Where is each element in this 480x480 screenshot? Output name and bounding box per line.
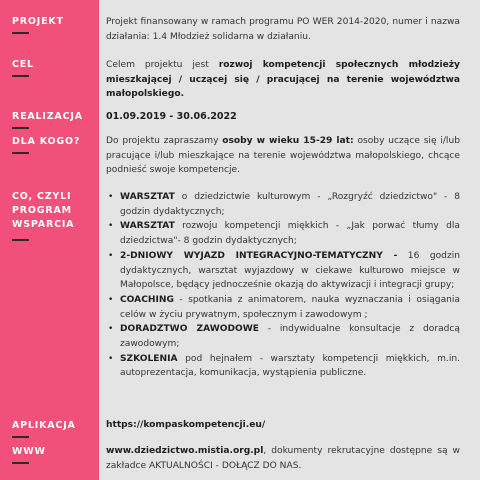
www-link[interactable]: www.dziedzictwo.mistia.org.pl bbox=[106, 446, 264, 456]
program-item-title: WARSZTAT bbox=[120, 221, 175, 232]
program-item-title: WARSZTAT bbox=[120, 192, 175, 202]
www-text bbox=[106, 444, 460, 473]
program-item-text: rozwoju kompetencji miękkich - „Jak porwać tłumy dla dziedzictwa"- 8 godzin dydaktycznych; bbox=[120, 221, 460, 247]
projekt-text: Projekt finansowany w ramach programu PO WER 2014-2020, numer i nazwa działania: 1.4 Młodzież solidarna w działaniu. bbox=[106, 17, 460, 42]
program-item bbox=[106, 219, 460, 248]
program-item bbox=[106, 293, 460, 322]
program-item-text: - spotkania z animatorem, nauka wyznaczania i osiągania celów w życiu prywatnym, społecznym i zawodowym ; bbox=[120, 294, 460, 320]
program-item-title: SZKOLENIA bbox=[120, 353, 178, 364]
program-item-title: DORADZTWO ZAWODOWE bbox=[120, 324, 260, 335]
program-item-title: 2-DNIOWY WYJAZD INTEGRACYJNO-TEMATYCZNY - bbox=[120, 250, 398, 261]
program-item bbox=[106, 249, 460, 293]
program-item bbox=[106, 352, 460, 381]
label-www: WWW bbox=[12, 446, 46, 457]
divider-bar bbox=[12, 75, 29, 77]
program-item-title: COACHING bbox=[120, 294, 174, 305]
program-item-text: - indywidualne konsultacje z doradcą zawodowym; bbox=[120, 324, 460, 350]
label-cel: CEL bbox=[12, 59, 34, 70]
cel-prefix: Celem projektu jest bbox=[106, 60, 219, 70]
label-line: PROGRAM bbox=[12, 205, 72, 216]
dla-kogo-text bbox=[106, 134, 460, 178]
label-program-wsparcia bbox=[12, 190, 96, 232]
divider-bar bbox=[12, 462, 29, 464]
program-item-text: 16 godzin dydaktycznych, warsztat wyjazdowy w ciekawe kulturowo miejsce w Małopolsce, będący jednocześnie okazją do aktywizacji i integracji grupy; bbox=[120, 250, 461, 291]
divider-bar bbox=[12, 127, 29, 129]
label-line: CO, CZYLI bbox=[12, 191, 72, 202]
program-list bbox=[106, 190, 460, 381]
program-list-wrapper bbox=[106, 190, 460, 381]
cel-text bbox=[106, 58, 460, 102]
divider-bar bbox=[12, 436, 29, 438]
label-line: WSPARCIA bbox=[12, 219, 75, 230]
dla-kogo-bold: osoby w wieku 15-29 lat: bbox=[222, 136, 354, 146]
label-projekt: PROJEKT bbox=[12, 16, 64, 27]
realizacja-date: 01.09.2019 - 30.06.2022 bbox=[106, 111, 237, 122]
label-realizacja: REALIZACJA bbox=[12, 111, 83, 122]
cel-bold: rozwoj kompetencji społecznych młodzieży mieszkającej / uczącej się / pracującej na terenie województwa małopolskiego. bbox=[106, 60, 460, 100]
divider-bar bbox=[12, 152, 29, 154]
dla-kogo-suffix: osoby uczące się i/lub pracujące i/lub mieszkające na terenie województwa małopolskiego, chcące podnieść swoje kompetencje. bbox=[106, 136, 460, 176]
dla-kogo-prefix: Do projektu zapraszamy bbox=[106, 136, 223, 146]
program-item bbox=[106, 190, 460, 219]
program-item bbox=[106, 322, 460, 351]
divider-bar bbox=[12, 32, 29, 34]
www-suffix: , dokumenty rekrutacyjne dostępne są w zakładce AKTUALNOŚCI - DOŁĄCZ DO NAS. bbox=[106, 446, 460, 471]
label-aplikacja: APLIKACJA bbox=[12, 420, 76, 431]
aplikacja-link[interactable]: https://kompaskompetencji.eu/ bbox=[106, 420, 266, 430]
divider-bar bbox=[12, 239, 29, 241]
aplikacja-content bbox=[106, 418, 460, 433]
program-item-text: o dziedzictwie kulturowym - „Rozgryźć dziedzictwo" - 8 godzin dydaktycznych; bbox=[120, 192, 460, 217]
program-item-text: pod hejnałem - warsztaty kompetencji miękkich, m.in. autoprezentacja, komunikacja, wystąpienia publiczne. bbox=[120, 353, 460, 379]
label-dla-kogo: DLA KOGO? bbox=[12, 136, 81, 147]
